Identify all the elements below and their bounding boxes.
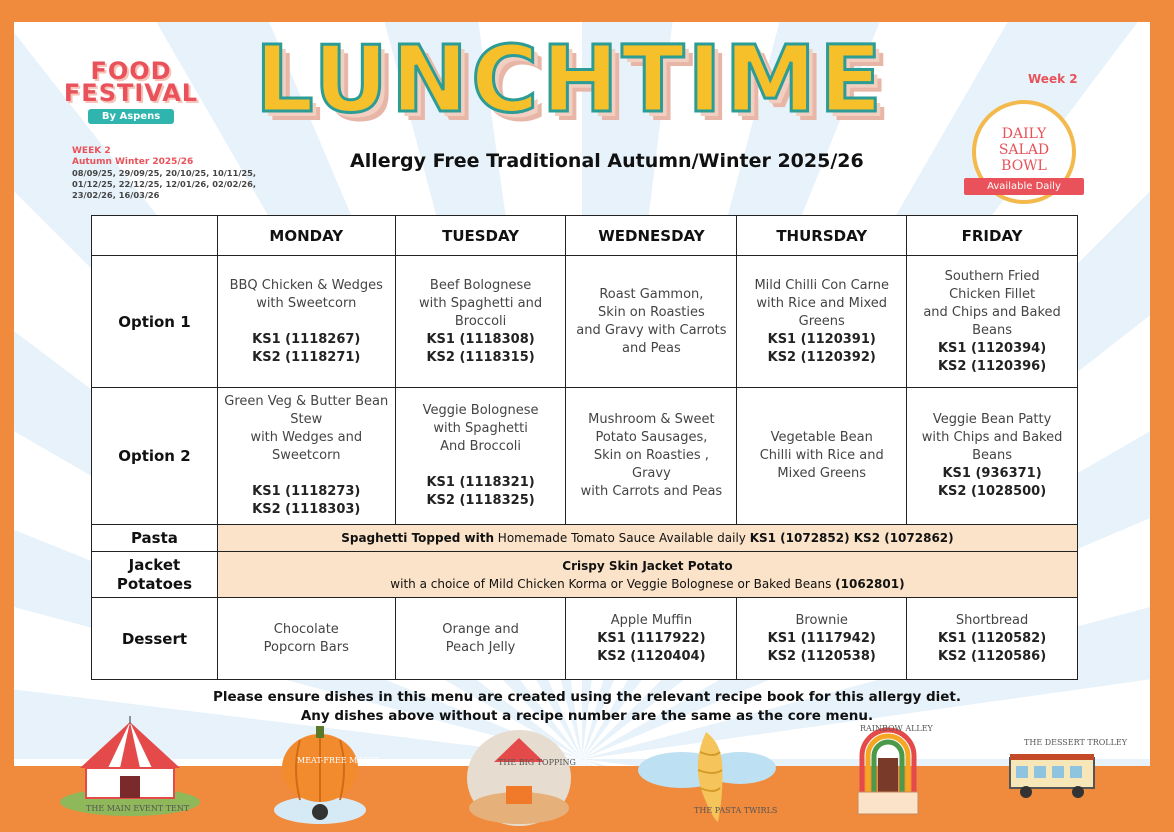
big-topping-illustration xyxy=(466,728,572,828)
ks2-code: KS2 (1118303) xyxy=(252,502,361,517)
dish-text: Mixed Greens xyxy=(777,466,867,481)
week-info xyxy=(72,146,272,201)
dish-text: Green Veg & Butter Bean xyxy=(224,394,389,409)
rainbow-alley-illustration xyxy=(856,722,920,822)
ks1-code: KS1 (1118321) xyxy=(426,475,535,490)
row-label-option1: Option 1 xyxy=(92,256,218,388)
dish-text: with Spaghetti xyxy=(433,421,528,436)
food-festival-logo xyxy=(56,57,206,124)
dish-text: Skin on Roasties , Gravy xyxy=(593,448,709,481)
dish-text: Greens xyxy=(798,313,845,329)
day-header: MONDAY xyxy=(217,216,395,256)
ks1-code: KS1 (1117942) xyxy=(767,630,876,646)
spacer xyxy=(224,465,389,483)
row-label-pasta: Pasta xyxy=(92,525,218,552)
pasta-text: Homemade Tomato Sauce Available daily xyxy=(493,531,750,545)
dessert-cell xyxy=(737,598,907,680)
dish-text: Roast Gammon, xyxy=(599,286,704,302)
option1-cell xyxy=(737,256,907,388)
dish-text: with Carrots and Peas xyxy=(580,484,723,499)
week-season: Autumn Winter 2025/26 xyxy=(72,157,194,167)
pasta-codes: KS1 (1072852) KS2 (1072862) xyxy=(749,531,954,545)
ks2-code: KS2 (1120392) xyxy=(767,349,876,365)
footer-note-line2: Any dishes above without a recipe number are the same as the core menu. xyxy=(300,708,874,724)
pasta-lead: Spaghetti Topped with xyxy=(341,531,494,545)
week-dates-line1: 08/09/25, 29/09/25, 20/10/25, 10/11/25, xyxy=(72,168,257,178)
dish-text: with Rice and Mixed xyxy=(756,295,888,311)
salad-bowl-badge xyxy=(972,100,1076,204)
dish-text: Popcorn Bars xyxy=(263,639,349,655)
week-corner-label: Week 2 xyxy=(1028,72,1078,86)
dish-text: Mild Chilli Con Carne xyxy=(754,277,889,293)
logo-ribbon: By Aspens xyxy=(88,109,174,124)
jacket-heading: Crispy Skin Jacket Potato xyxy=(562,558,733,573)
dish-text: with Chips and Baked xyxy=(921,430,1063,445)
dish-text: with Wedges and xyxy=(250,430,363,445)
dish-text: Veggie Bean Patty xyxy=(932,412,1052,427)
dish-text: Shortbread xyxy=(955,612,1029,628)
logo-line1: FOOD xyxy=(90,57,172,85)
ks2-code: KS2 (1118325) xyxy=(426,493,535,508)
dish-text: Stew xyxy=(290,412,323,427)
dish-text: Mushroom & Sweet xyxy=(588,412,715,427)
menu-table xyxy=(91,215,1078,680)
topping-caption: THE BIG TOPPING xyxy=(498,758,576,767)
logo-line2: FESTIVAL xyxy=(63,79,199,107)
dish-text: Beef Bolognese xyxy=(429,277,532,293)
dessert-trolley-illustration xyxy=(1006,752,1098,800)
pasta-caption: THE PASTA TWIRLS xyxy=(694,806,778,815)
ks1-code: KS1 (1118267) xyxy=(252,331,361,347)
option1-cell xyxy=(217,256,395,388)
ks1-code: KS1 (1118273) xyxy=(252,484,361,499)
spacer xyxy=(224,313,389,331)
dish-text: Chilli with Rice and xyxy=(759,448,884,463)
jacket-text: with a choice of Mild Chicken Korma or Veggie Bolognese or Baked Beans xyxy=(390,576,836,591)
option2-row xyxy=(92,388,1078,525)
page-title: LUNCHTIME xyxy=(255,26,885,133)
option1-cell xyxy=(395,256,566,388)
salad-ribbon: Available Daily xyxy=(964,178,1084,195)
row-label-dessert: Dessert xyxy=(92,598,218,680)
ks2-code: KS2 (1120538) xyxy=(767,648,876,664)
option1-cell xyxy=(907,256,1078,388)
row-label-jacket xyxy=(92,552,218,598)
salad-line2: SALAD BOWL xyxy=(998,142,1050,174)
dish-text: Apple Muffin xyxy=(610,612,693,628)
ks1-code: KS1 (936371) xyxy=(942,466,1042,481)
dish-text: Potato Sausages, xyxy=(595,430,708,445)
pumpkin-illustration xyxy=(270,722,370,826)
ks2-code: KS2 (1120396) xyxy=(937,358,1047,374)
dish-text: Southern Fried xyxy=(944,268,1040,284)
dish-text: BBQ Chicken & Wedges xyxy=(229,277,383,293)
option2-cell xyxy=(907,388,1078,525)
dish-text: Beans xyxy=(972,448,1013,463)
day-header: TUESDAY xyxy=(395,216,566,256)
ks1-code: KS1 (1120394) xyxy=(937,340,1047,356)
dessert-cell xyxy=(566,598,737,680)
dish-text: with Sweetcorn xyxy=(256,295,357,311)
dish-text: Chocolate xyxy=(273,621,339,637)
ks2-code: KS2 (1028500) xyxy=(937,484,1047,499)
jacket-description xyxy=(217,552,1077,598)
dish-text: and Chips and Baked xyxy=(923,304,1061,320)
corner-cell xyxy=(92,216,218,256)
dish-text: And Broccoli xyxy=(440,439,522,454)
jacket-code: (1062801) xyxy=(835,576,905,591)
pasta-description xyxy=(217,525,1077,552)
dessert-cell xyxy=(395,598,566,680)
option2-cell xyxy=(217,388,395,525)
ks2-code: KS2 (1118315) xyxy=(426,349,535,365)
day-header: WEDNESDAY xyxy=(566,216,737,256)
week-dates-line3: 23/02/26, 16/03/26 xyxy=(72,190,160,200)
ks1-code: KS1 (1120582) xyxy=(937,630,1047,646)
jacket-row xyxy=(92,552,1078,598)
dish-text: Skin on Roasties xyxy=(598,304,705,320)
dish-text: Sweetcorn xyxy=(272,448,341,463)
dish-text: Chicken Fillet xyxy=(949,286,1036,302)
tent-caption: THE MAIN EVENT TENT xyxy=(86,804,190,813)
dish-text: Brownie xyxy=(795,612,848,628)
dish-text: Vegetable Bean xyxy=(770,430,873,445)
dish-text: Broccoli xyxy=(454,313,507,329)
dish-text: Peach Jelly xyxy=(445,639,516,655)
pumpkin-caption: MEAT-FREE MAGIC xyxy=(297,756,379,765)
pasta-row xyxy=(92,525,1078,552)
header-row xyxy=(92,216,1078,256)
dish-text: and Peas xyxy=(622,340,681,356)
dish-text: Veggie Bolognese xyxy=(422,403,539,418)
dish-text: Beans xyxy=(972,322,1013,338)
option1-cell xyxy=(566,256,737,388)
salad-line1: DAILY xyxy=(1001,126,1047,142)
week-dates-line2: 01/12/25, 22/12/25, 12/01/26, 02/02/26, xyxy=(72,179,257,189)
jacket-label-line1: Jacket xyxy=(128,555,181,574)
dessert-cell xyxy=(907,598,1078,680)
dish-text: with Spaghetti and xyxy=(419,295,543,311)
week-number: WEEK 2 xyxy=(72,146,111,156)
option2-cell xyxy=(395,388,566,525)
ks1-code: KS1 (1117922) xyxy=(597,630,706,646)
option2-cell xyxy=(737,388,907,525)
dessert-row xyxy=(92,598,1078,680)
jacket-label-line2: Potatoes xyxy=(116,574,193,593)
option1-row xyxy=(92,256,1078,388)
ks2-code: KS2 (1120404) xyxy=(597,648,706,664)
ks1-code: KS1 (1120391) xyxy=(767,331,876,347)
option2-cell xyxy=(566,388,737,525)
ks2-code: KS2 (1120586) xyxy=(937,648,1047,664)
dish-text: and Gravy with Carrots xyxy=(576,322,727,338)
day-header: THURSDAY xyxy=(737,216,907,256)
footer-note-line1: Please ensure dishes in this menu are created using the relevant recipe book for this allergy diet. xyxy=(212,689,962,705)
ks2-code: KS2 (1118271) xyxy=(252,349,361,365)
rainbow-caption: RAINBOW ALLEY xyxy=(860,724,933,733)
spacer xyxy=(402,456,560,474)
ks1-code: KS1 (1118308) xyxy=(426,331,535,347)
trolley-caption: THE DESSERT TROLLEY xyxy=(1024,738,1128,747)
dish-text: Orange and xyxy=(442,621,519,637)
dessert-cell xyxy=(217,598,395,680)
day-header: FRIDAY xyxy=(907,216,1078,256)
row-label-option2: Option 2 xyxy=(92,388,218,525)
page-subtitle: Allergy Free Traditional Autumn/Winter 2025/26 xyxy=(350,150,864,172)
